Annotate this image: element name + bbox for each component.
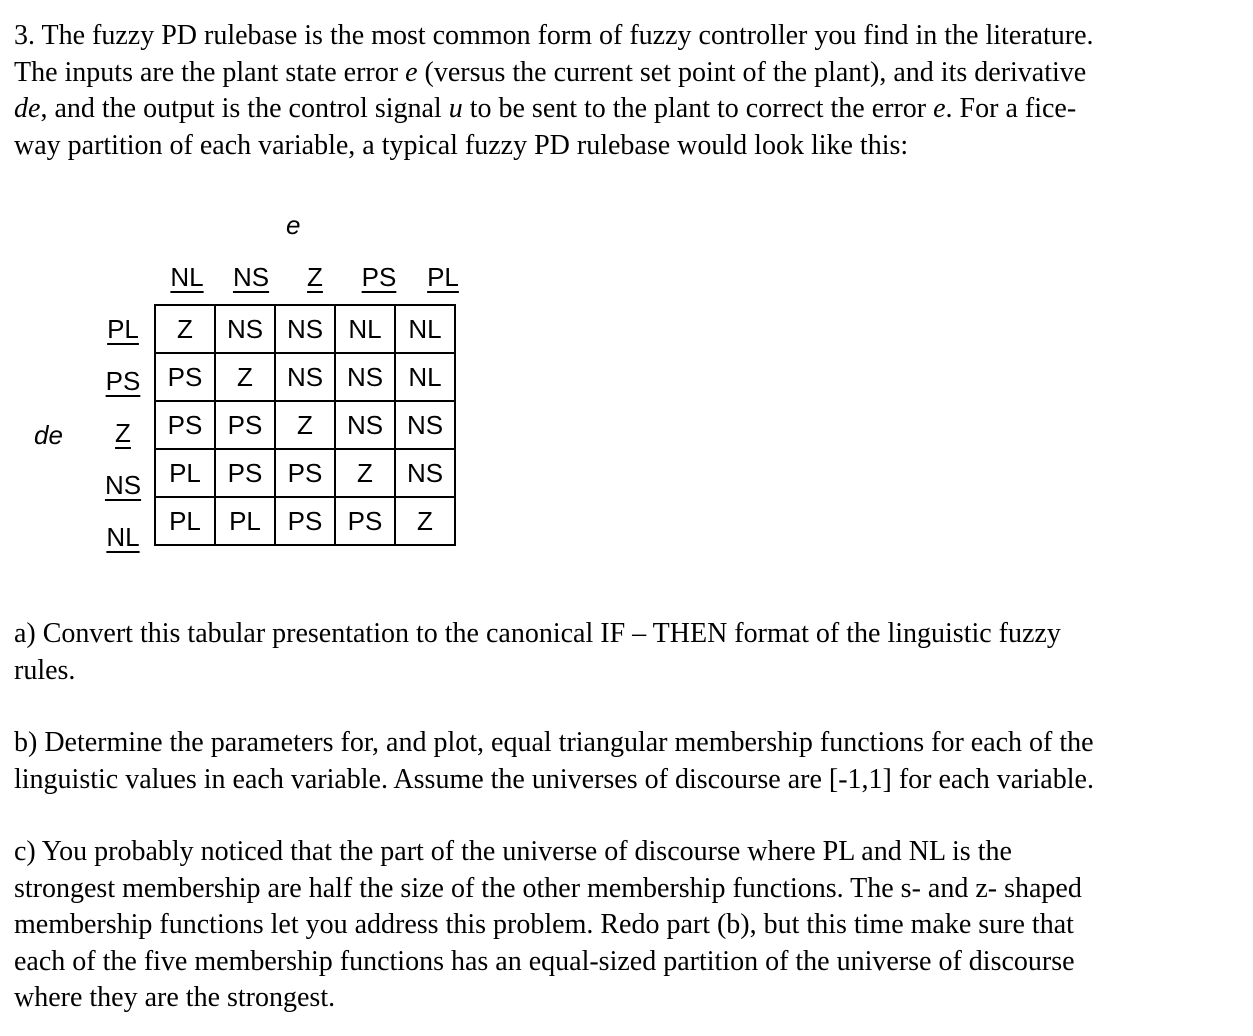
var-e: e (933, 93, 946, 124)
col-header: PL (427, 262, 459, 292)
col-axis-label: e (286, 210, 301, 240)
table-row (155, 305, 455, 353)
col-header: NL (170, 262, 204, 292)
rule-cell: NS (335, 401, 395, 449)
rule-cell: PS (275, 497, 335, 545)
var-u: u (448, 93, 463, 124)
row-header: NL (106, 522, 140, 552)
question-part-a (14, 616, 1061, 689)
intro-line-1: 3. The fuzzy PD rulebase is the most common form of fuzzy controller you find in the literature. (14, 20, 1094, 51)
col-header: NS (232, 262, 270, 292)
table-row (155, 353, 455, 401)
part-b-line-2: linguistic values in each variable. Assume the universes of discourse are [-1,1] for each variable. (14, 763, 1094, 795)
col-header: PS (361, 262, 397, 292)
rule-cell: Z (275, 401, 335, 449)
row-header: NS (104, 470, 142, 500)
rule-cell: NS (335, 353, 395, 401)
intro-line-3: de, and the output is the control signal u to be sent to the plant to correct the error e. For a fice- (14, 93, 1077, 124)
rule-cell: PL (155, 497, 215, 545)
rule-cell: Z (215, 353, 275, 401)
rule-cell: PL (215, 497, 275, 545)
rule-cell: PS (215, 401, 275, 449)
question-part-c (14, 834, 1082, 1017)
part-c-line-4: each of the five membership functions has an equal-sized partition of the universe of discourse (14, 945, 1075, 977)
rule-cell: PS (215, 449, 275, 497)
problem-intro (14, 18, 1094, 164)
row-header: PS (105, 366, 141, 396)
rule-cell: NL (395, 305, 455, 353)
row-axis-label: de (34, 420, 63, 450)
rule-cell: Z (395, 497, 455, 545)
rule-table (154, 304, 456, 546)
rule-cell: NS (395, 449, 455, 497)
row-header: PL (107, 314, 139, 344)
part-c-line-1: c) You probably noticed that the part of the universe of discourse where PL and NL is the (14, 836, 1012, 867)
part-c-line-2: strongest membership are half the size of the other membership functions. The s- and z- shaped (14, 872, 1082, 904)
var-e: e (405, 56, 418, 88)
rule-cell: NL (395, 353, 455, 401)
intro-line-2: The inputs are the plant state error e (versus the current set point of the plant), and its derivative (14, 56, 1087, 88)
rule-cell: PS (335, 497, 395, 545)
rule-cell: PS (155, 353, 215, 401)
table-row (155, 449, 455, 497)
rule-cell: NS (275, 305, 335, 353)
table-row (155, 401, 455, 449)
rule-cell: Z (335, 449, 395, 497)
row-header: Z (115, 418, 131, 448)
table-row (155, 497, 455, 545)
rule-cell: Z (155, 305, 215, 353)
intro-line-4: way partition of each variable, a typical fuzzy PD rulebase would look like this: (14, 129, 909, 161)
rule-cell: PS (155, 401, 215, 449)
rule-cell: NS (215, 305, 275, 353)
var-de: de (14, 93, 41, 124)
question-part-b (14, 725, 1094, 798)
part-c-line-3: membership functions let you address this problem. Redo part (b), but this time make sure that (14, 909, 1074, 940)
part-c-line-5: where they are the strongest. (14, 982, 336, 1013)
col-header: Z (307, 262, 323, 292)
rule-cell: NS (395, 401, 455, 449)
rule-cell: PL (155, 449, 215, 497)
part-a-line-1: a) Convert this tabular presentation to the canonical IF – THEN format of the linguistic fuzzy (14, 618, 1061, 649)
rule-cell: NL (335, 305, 395, 353)
rule-cell: PS (275, 449, 335, 497)
part-b-line-1: b) Determine the parameters for, and plot, equal triangular membership functions for each of the (14, 727, 1094, 758)
rule-cell: NS (275, 353, 335, 401)
part-a-line-2: rules. (14, 654, 76, 686)
